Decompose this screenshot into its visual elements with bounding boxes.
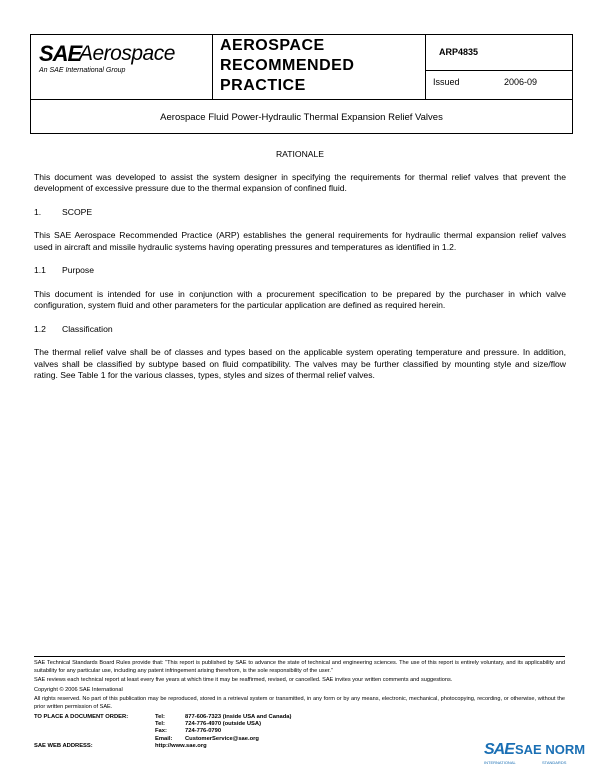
title-line: PRACTICE [220,77,306,94]
section-number: 1.2 [34,323,46,334]
rationale-paragraph: This document was developed to assist the system designer in specifying the requirements for thermal relief valves that prevent the development of excessive pressure due to the thermal expansion of confined fluid. [34,171,566,193]
title-line: AEROSPACE [220,37,325,54]
doc-number-cell [425,35,572,71]
copyright-note: Copyright © 2006 SAE International [34,686,123,693]
section-heading-purpose [34,265,566,277]
contact-value: 724-776-0790 [185,728,222,735]
contact-value: 877-606-7323 (inside USA and Canada) [185,713,292,720]
rationale-heading: RATIONALE [275,149,325,159]
stamp-mark: SAE [484,741,514,758]
review-note: SAE reviews each technical report at least every five years at which time it may be reaffirmed, revised, or cancelled. SAE invites your written comments and suggestions. [34,677,453,684]
scope-paragraph: This SAE Aerospace Recommended Practice (ARP) establishes the general requirements for hydraulic thermal expansion relief valves used in aircraft and missile hydraulic systems having operating pressures and temperatures as identified in 1.2. [34,230,566,252]
document-header [30,34,573,134]
section-title: Classification [62,323,113,334]
classification-paragraph: The thermal relief valve shall be of classes and types based on the applicable system operating temperature and pressure. In addition, valves shall be classified by subtype based on fluid compatibility. The valves may be further classified by mounting style and size/flow rating. See Table 1 for the various classes, types, styles and sizes of thermal relief valves. [34,347,566,380]
contact-key: Email: [155,735,173,742]
section-heading-classification [34,324,566,336]
sae-aerospace-logo [31,35,213,99]
contact-row [34,743,291,750]
stamp-sub-left: INTERNATIONAL [484,760,516,765]
contact-row [34,728,291,735]
logo-mark: SAE [39,41,82,66]
contact-key: Tel: [155,713,165,720]
purpose-paragraph: This document is intended for use in conjunction with a procurement specification to be prepared by the purchaser in which valve configuration, system fluid and other parameters for the particular application are defined as required herein. [34,288,566,310]
contact-email[interactable]: CustomerService@sae.org [185,735,259,742]
contact-value: 724-776-4970 (outside USA) [185,720,262,727]
document-body [34,149,566,394]
issued-label: Issued [433,77,460,87]
contact-row [34,714,291,721]
document-title-row [31,99,572,134]
logo-word: Aerospace [79,42,175,65]
logo-subtitle: An SAE International Group [39,67,126,74]
rights-note: All rights reserved. No part of this publication may be reproduced, stored in a retrieval system or transmitted, in any form or by any means, electronic, mechanical, photocopying, recording, or otherwise, without the prior written permission of SAE. [34,696,565,710]
document-type-title [212,35,426,99]
contact-key: Tel: [155,720,165,727]
document-title: Aerospace Fluid Power-Hydraulic Thermal Expansion Relief Valves [160,112,443,123]
sae-norm-stamp [484,741,594,771]
contact-row [34,736,291,743]
contact-key: Fax: [155,728,167,735]
web-address-link[interactable]: http://www.sae.org [155,743,207,750]
section-heading-scope [34,207,566,219]
issued-date: 2006-09 [504,77,538,87]
web-label: SAE WEB ADDRESS: [34,743,93,750]
document-footer [34,656,565,751]
section-number: 1.1 [34,265,46,275]
contact-row [34,721,291,728]
document-ident-block [425,35,572,99]
stamp-sub-right: STANDARDS [542,760,567,765]
section-title: Purpose [62,265,95,275]
section-title: SCOPE [62,206,93,217]
section-number: 1. [34,206,42,217]
order-contact-table [34,714,291,751]
stamp-text: SAE NORM [515,742,586,757]
order-label: TO PLACE A DOCUMENT ORDER: [34,713,129,720]
title-line: RECOMMENDED [220,57,355,74]
board-rules-note: SAE Technical Standards Board Rules provide that: “This report is published by SAE to advance the state of technical and engineering sciences. The use of this report is entirely voluntary, and its applicability and suitability for any particular use, including any patent infringement arising therefrom, is the sole responsibility of the user.” [34,660,565,674]
doc-number: ARP4835 [439,47,479,57]
